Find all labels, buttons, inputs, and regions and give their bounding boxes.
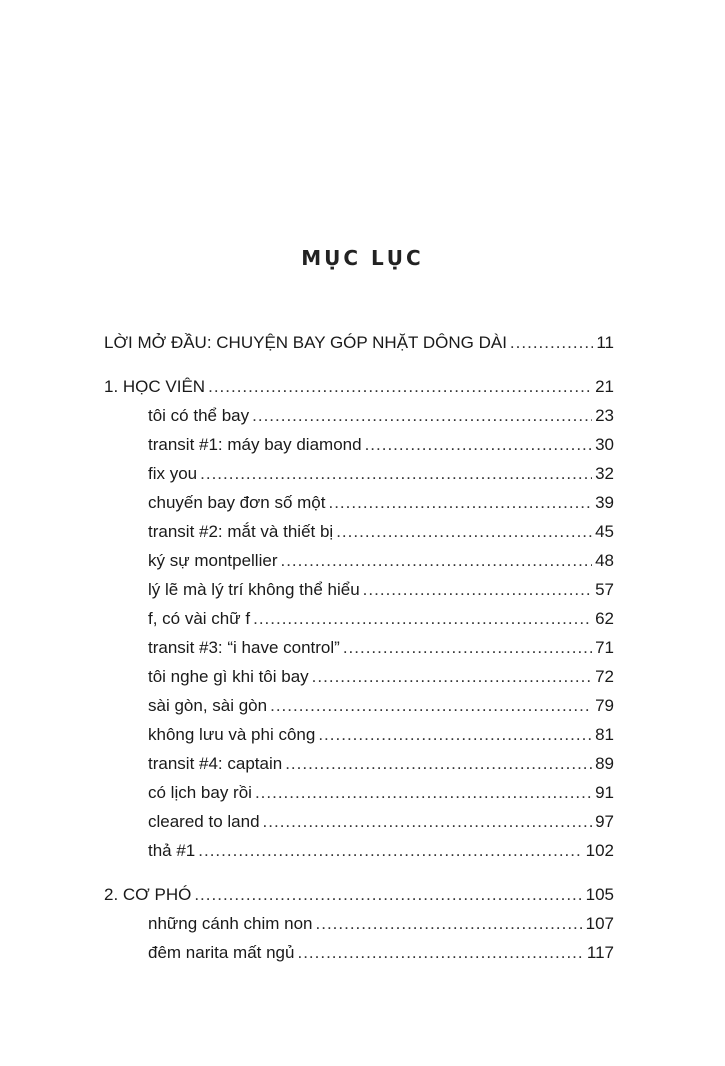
toc-entry-page: 97 bbox=[595, 812, 614, 831]
toc-entry-page: 39 bbox=[595, 493, 614, 512]
toc-entry[interactable] bbox=[104, 938, 614, 967]
toc-entry-label: fix you bbox=[148, 464, 198, 483]
toc-chapter-2[interactable] bbox=[104, 880, 614, 909]
dot-leader bbox=[336, 517, 592, 546]
page-title: MỤC LỤC bbox=[301, 246, 424, 270]
dot-leader bbox=[328, 488, 592, 517]
toc-entry-label: thả #1 bbox=[148, 841, 196, 860]
toc-entry-page: 62 bbox=[595, 609, 614, 628]
toc-entry-label: transit #2: mắt và thiết bị bbox=[148, 522, 334, 541]
toc-entry[interactable] bbox=[104, 401, 614, 430]
toc-entry[interactable] bbox=[104, 836, 614, 865]
toc-entry-label: có lịch bay rồi bbox=[148, 783, 252, 802]
dot-leader bbox=[200, 459, 592, 488]
toc-entry-page: 91 bbox=[595, 783, 614, 802]
dot-leader bbox=[297, 938, 583, 967]
dot-leader bbox=[208, 372, 592, 401]
toc-entry-label: f, có vài chữ f bbox=[148, 609, 251, 628]
dot-leader bbox=[316, 909, 583, 938]
toc-entry-label: tôi nghe gì khi tôi bay bbox=[148, 667, 309, 686]
dot-leader bbox=[312, 662, 592, 691]
toc-entry-page: 30 bbox=[595, 435, 614, 454]
toc-entry-label: không lưu và phi công bbox=[148, 725, 316, 744]
toc-entry-page: 71 bbox=[595, 638, 614, 657]
toc-entry[interactable] bbox=[104, 430, 614, 459]
toc-entry-label: sài gòn, sài gòn bbox=[148, 696, 268, 715]
toc-entry-page: 72 bbox=[595, 667, 614, 686]
toc-entry[interactable] bbox=[104, 662, 614, 691]
toc-entry[interactable] bbox=[104, 517, 614, 546]
toc-entry-page: 107 bbox=[585, 914, 614, 933]
toc-entry-label: chuyến bay đơn số một bbox=[148, 493, 326, 512]
toc-entry[interactable] bbox=[104, 749, 614, 778]
toc-entry-page: 11 bbox=[596, 333, 614, 352]
toc-entry-label: transit #1: máy bay diamond bbox=[148, 435, 362, 454]
dot-leader bbox=[510, 328, 593, 357]
toc-entry-label: LỜI MỞ ĐẦU: CHUYỆN BAY GÓP NHẶT DÔNG DÀI bbox=[104, 333, 507, 352]
toc-entry-page: 48 bbox=[595, 551, 614, 570]
dot-leader bbox=[363, 575, 592, 604]
toc-entry[interactable] bbox=[104, 691, 614, 720]
toc-entry-label: cleared to land bbox=[148, 812, 260, 831]
toc-entry-page: 57 bbox=[595, 580, 614, 599]
dot-leader bbox=[194, 880, 582, 909]
table-of-contents bbox=[104, 328, 614, 967]
toc-entry-label: những cánh chim non bbox=[148, 914, 313, 933]
toc-chapter-1[interactable] bbox=[104, 372, 614, 401]
dot-leader bbox=[252, 401, 592, 430]
toc-entry-label: 1. HỌC VIÊN bbox=[104, 377, 206, 396]
dot-leader bbox=[253, 604, 592, 633]
toc-entry-page: 21 bbox=[595, 377, 614, 396]
toc-entry-page: 105 bbox=[585, 885, 614, 904]
toc-entry[interactable] bbox=[104, 778, 614, 807]
toc-entry[interactable] bbox=[104, 604, 614, 633]
dot-leader bbox=[198, 836, 582, 865]
toc-entry-page: 45 bbox=[595, 522, 614, 541]
dot-leader bbox=[270, 691, 592, 720]
toc-entry-page: 23 bbox=[595, 406, 614, 425]
dot-leader bbox=[285, 749, 592, 778]
toc-entry-page: 79 bbox=[595, 696, 614, 715]
toc-entry-preface[interactable] bbox=[104, 328, 614, 357]
toc-entry-page: 102 bbox=[585, 841, 614, 860]
toc-entry[interactable] bbox=[104, 807, 614, 836]
toc-entry-label: 2. CƠ PHÓ bbox=[104, 885, 192, 904]
toc-entry[interactable] bbox=[104, 720, 614, 749]
toc-entry-page: 81 bbox=[595, 725, 614, 744]
dot-leader bbox=[280, 546, 592, 575]
toc-entry[interactable] bbox=[104, 633, 614, 662]
toc-entry-page: 89 bbox=[595, 754, 614, 773]
toc-entry-label: tôi có thể bay bbox=[148, 406, 250, 425]
toc-entry-label: đêm narita mất ngủ bbox=[148, 943, 295, 962]
dot-leader bbox=[318, 720, 592, 749]
toc-entry[interactable] bbox=[104, 909, 614, 938]
toc-entry-label: transit #4: captain bbox=[148, 754, 283, 773]
toc-entry[interactable] bbox=[104, 575, 614, 604]
toc-entry-label: transit #3: “i have control” bbox=[148, 638, 340, 657]
toc-entry-page: 32 bbox=[595, 464, 614, 483]
toc-entry-label: lý lẽ mà lý trí không thể hiểu bbox=[148, 580, 360, 599]
toc-entry[interactable] bbox=[104, 546, 614, 575]
dot-leader bbox=[255, 778, 592, 807]
toc-entry-label: ký sự montpellier bbox=[148, 551, 278, 570]
dot-leader bbox=[263, 807, 593, 836]
dot-leader bbox=[343, 633, 592, 662]
toc-entry-page: 117 bbox=[586, 943, 614, 962]
toc-entry[interactable] bbox=[104, 459, 614, 488]
toc-entry[interactable] bbox=[104, 488, 614, 517]
dot-leader bbox=[365, 430, 593, 459]
